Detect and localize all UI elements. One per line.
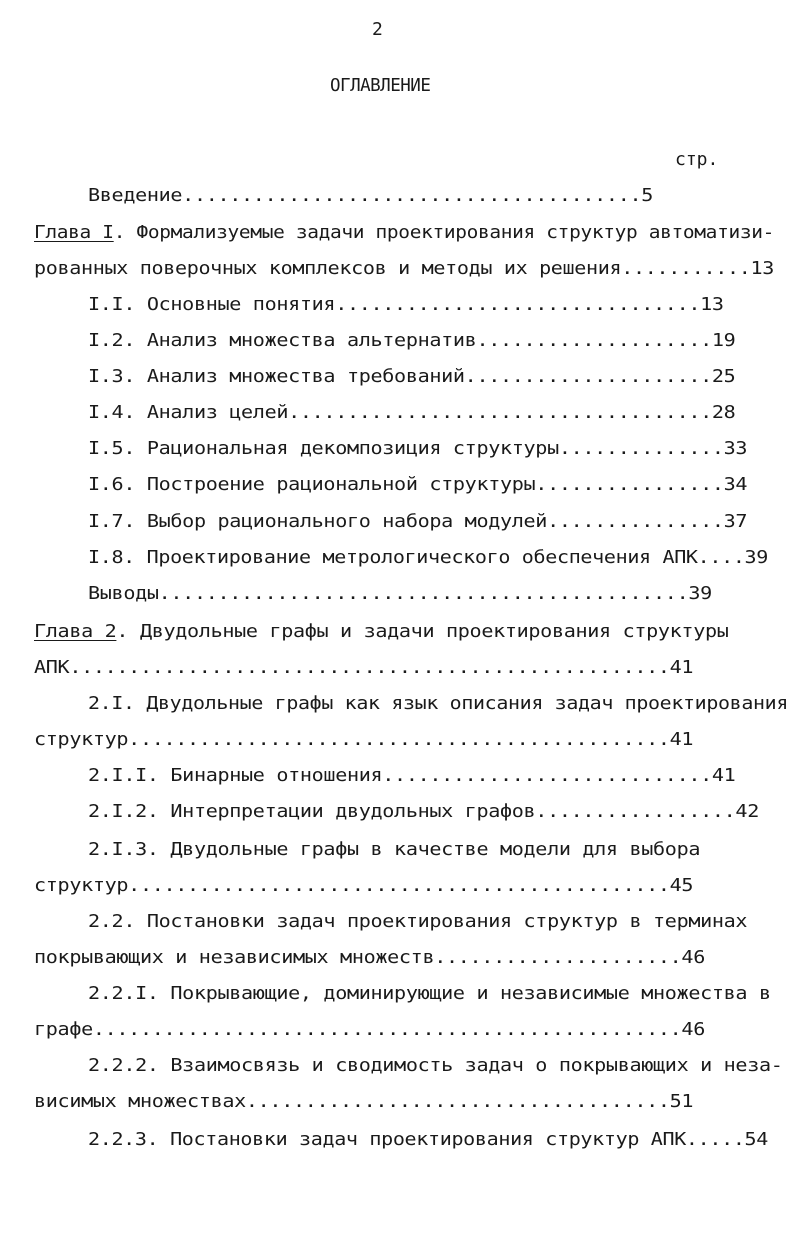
toc-line: 2.2.3. Постановки задач проектирования структур АПК.....54 [88, 1130, 769, 1150]
toc-line: 2.2.2. Взаимосвязь и сводимость задач о покрывающих и неза- [88, 1056, 783, 1076]
toc-line: Введение.......................................5 [88, 186, 654, 206]
toc-line: I.3. Анализ множества требований.....................25 [88, 367, 736, 387]
toc-line: покрывающих и независимых множеств.....................46 [34, 948, 705, 968]
toc-line: структур..............................................41 [34, 730, 694, 750]
toc-line: Глава I. Формализуемые задачи проектирования структур автоматизи- [34, 223, 774, 243]
toc-line: рованных поверочных комплексов и методы их решения...........13 [34, 259, 774, 279]
toc-line: Глава 2. Двудольные графы и задачи проектирования структуры [34, 622, 729, 642]
toc-line: Выводы.............................................39 [88, 584, 712, 604]
toc-line: I.4. Анализ целей....................................28 [88, 403, 736, 423]
toc-line: I.7. Выбор рационального набора модулей...............37 [88, 512, 748, 532]
toc-line: 2.2.I. Покрывающие, доминирующие и независимые множества в [88, 984, 771, 1004]
toc-line: 2.I.3. Двудольные графы в качестве модели для выбора [88, 840, 701, 860]
page-title: ОГЛАВЛЕНИЕ [330, 76, 431, 96]
toc-line: структур..............................................45 [34, 876, 694, 896]
toc-line: 2.I. Двудольные графы как язык описания задач проектирования [88, 694, 789, 714]
toc-line: I.8. Проектирование метрологического обеспечения АПК....39 [88, 548, 769, 568]
page-number: 2 [372, 19, 383, 40]
toc-line: I.2. Анализ множества альтернатив....................19 [88, 331, 736, 351]
toc-line: висимых множествах....................................51 [34, 1092, 694, 1112]
toc-line: АПК...................................................41 [34, 658, 694, 678]
toc-line: I.6. Построение рациональной структуры................34 [88, 475, 748, 495]
toc-line: I.I. Основные понятия...............................13 [88, 295, 724, 315]
toc-line: 2.I.2. Интерпретации двудольных графов.................42 [88, 802, 759, 822]
toc-line: 2.2. Постановки задач проектирования структур в терминах [88, 912, 748, 932]
toc-line: графе..................................................46 [34, 1020, 705, 1040]
toc-line: 2.I.I. Бинарные отношения............................41 [88, 766, 736, 786]
page-column-label: стр. [675, 149, 719, 170]
toc-line: I.5. Рациональная декомпозиция структуры..............33 [88, 439, 748, 459]
